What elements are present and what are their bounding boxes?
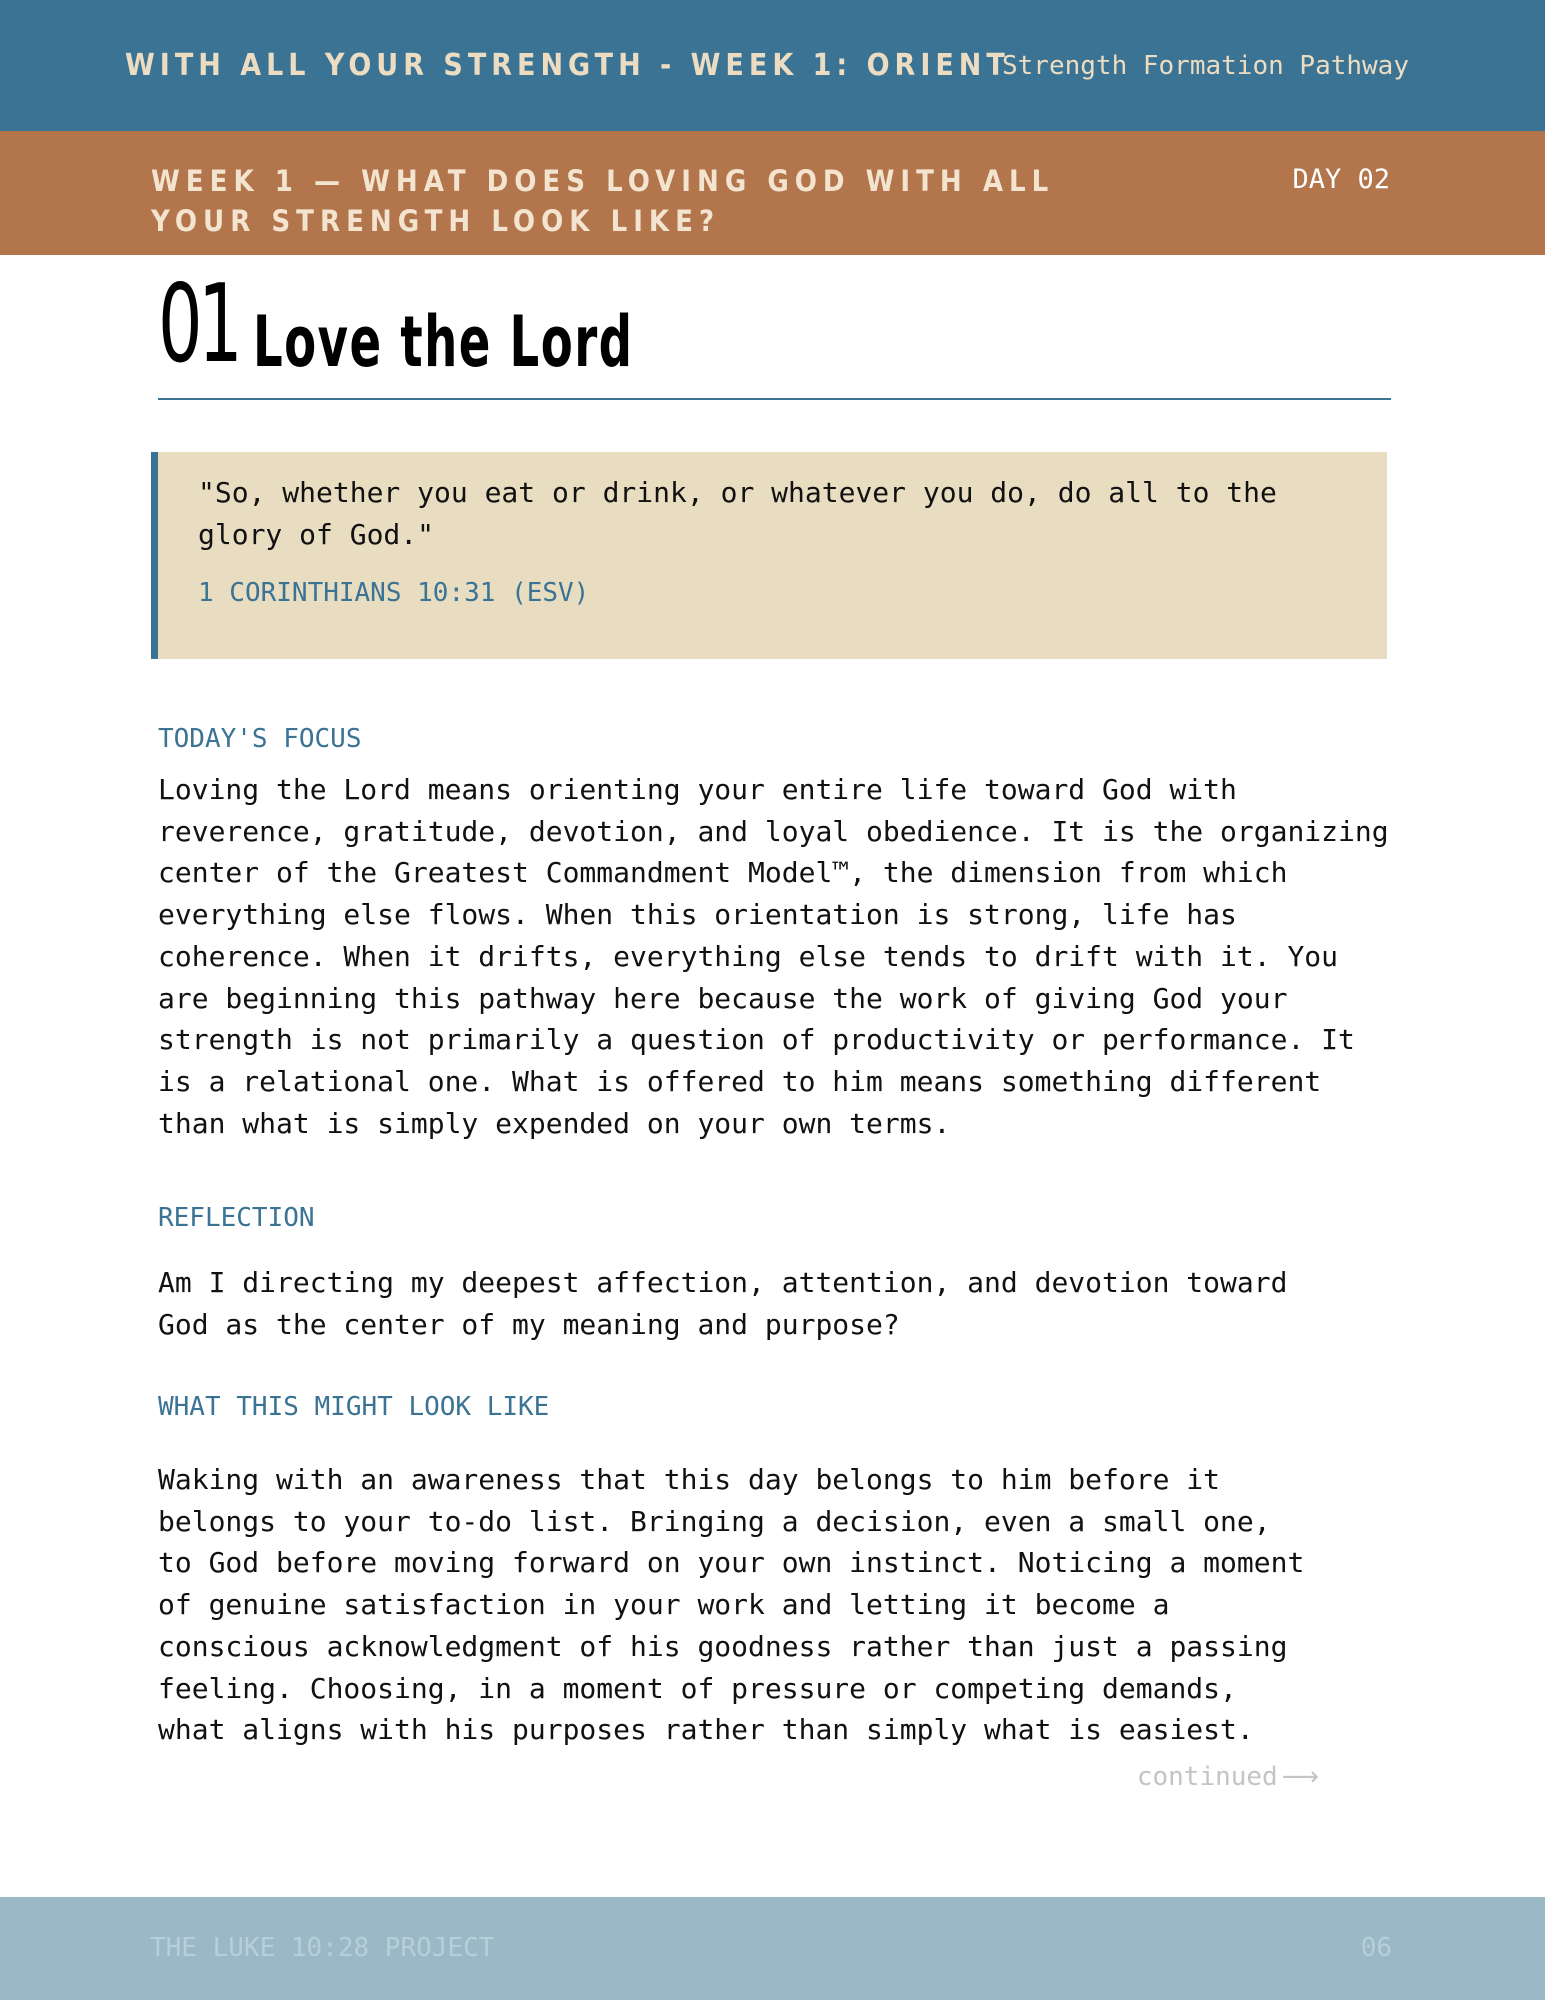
scripture-callout xyxy=(151,452,1387,659)
footer-project-name: THE LUKE 10:28 PROJECT xyxy=(150,1933,495,1963)
example-paragraph: Waking with an awareness that this day belongs to him before it belongs to your to-do list. Bringing a decision, even a small one, to God before moving forward on your own instinct. Noticing a moment of genuine satisfaction in your work and letting it become a conscious acknowledgment of his goodness rather than just a passing feeling. Choosing, in a moment of pressure or competing demands, what aligns with his purposes rather than simply what is easiest. xyxy=(158,1463,1305,1747)
focus-paragraph: Loving the Lord means orienting your entire life toward God with reverence, gratitude, devotion, and loyal obedience. It is the organizing center of the Greatest Commandment Model™, the dimension from which everything else flows. When this orientation is strong, life has coherence. When it drifts, everything else tends to drift with it. You are beginning this pathway here because the work of giving God your strength is not primarily a question of productivity or performance. It is a relational one. What is offered to him means something different than what is simply expended on your own terms. xyxy=(158,773,1389,1140)
example-heading: WHAT THIS MIGHT LOOK LIKE xyxy=(158,1392,550,1422)
day-label: DAY 02 xyxy=(1292,164,1390,195)
week-banner xyxy=(0,131,1545,255)
page-number: 06 xyxy=(1360,1933,1392,1963)
week-title: WEEK 1 — WHAT DOES LOVING GOD WITH ALL YOUR STRENGTH LOOK LIKE? xyxy=(151,164,1055,238)
page-title: Love the Lord xyxy=(253,301,634,383)
page-footer xyxy=(0,1897,1545,2000)
series-title: WITH ALL YOUR STRENGTH - WEEK 1: ORIENT xyxy=(125,48,1010,83)
reflection-paragraph: Am I directing my deepest affection, attention, and devotion toward God as the center of my meaning and purpose? xyxy=(158,1266,1288,1341)
top-header-bar xyxy=(0,0,1545,131)
reflection-heading: REFLECTION xyxy=(158,1203,315,1233)
pathway-label: Strength Formation Pathway xyxy=(1002,51,1409,81)
arrow-right-icon: ⟶ xyxy=(1281,1762,1319,1792)
continued-indicator xyxy=(1137,1762,1319,1792)
focus-heading: TODAY'S FOCUS xyxy=(158,724,362,754)
scripture-text: "So, whether you eat or drink, or whatever you do, do all to the glory of God." xyxy=(198,476,1277,551)
section-number: 01 xyxy=(158,262,239,387)
scripture-reference: 1 CORINTHIANS 10:31 (ESV) xyxy=(198,578,590,608)
continued-label: continued xyxy=(1136,1762,1278,1792)
page-title-row xyxy=(158,262,1391,400)
